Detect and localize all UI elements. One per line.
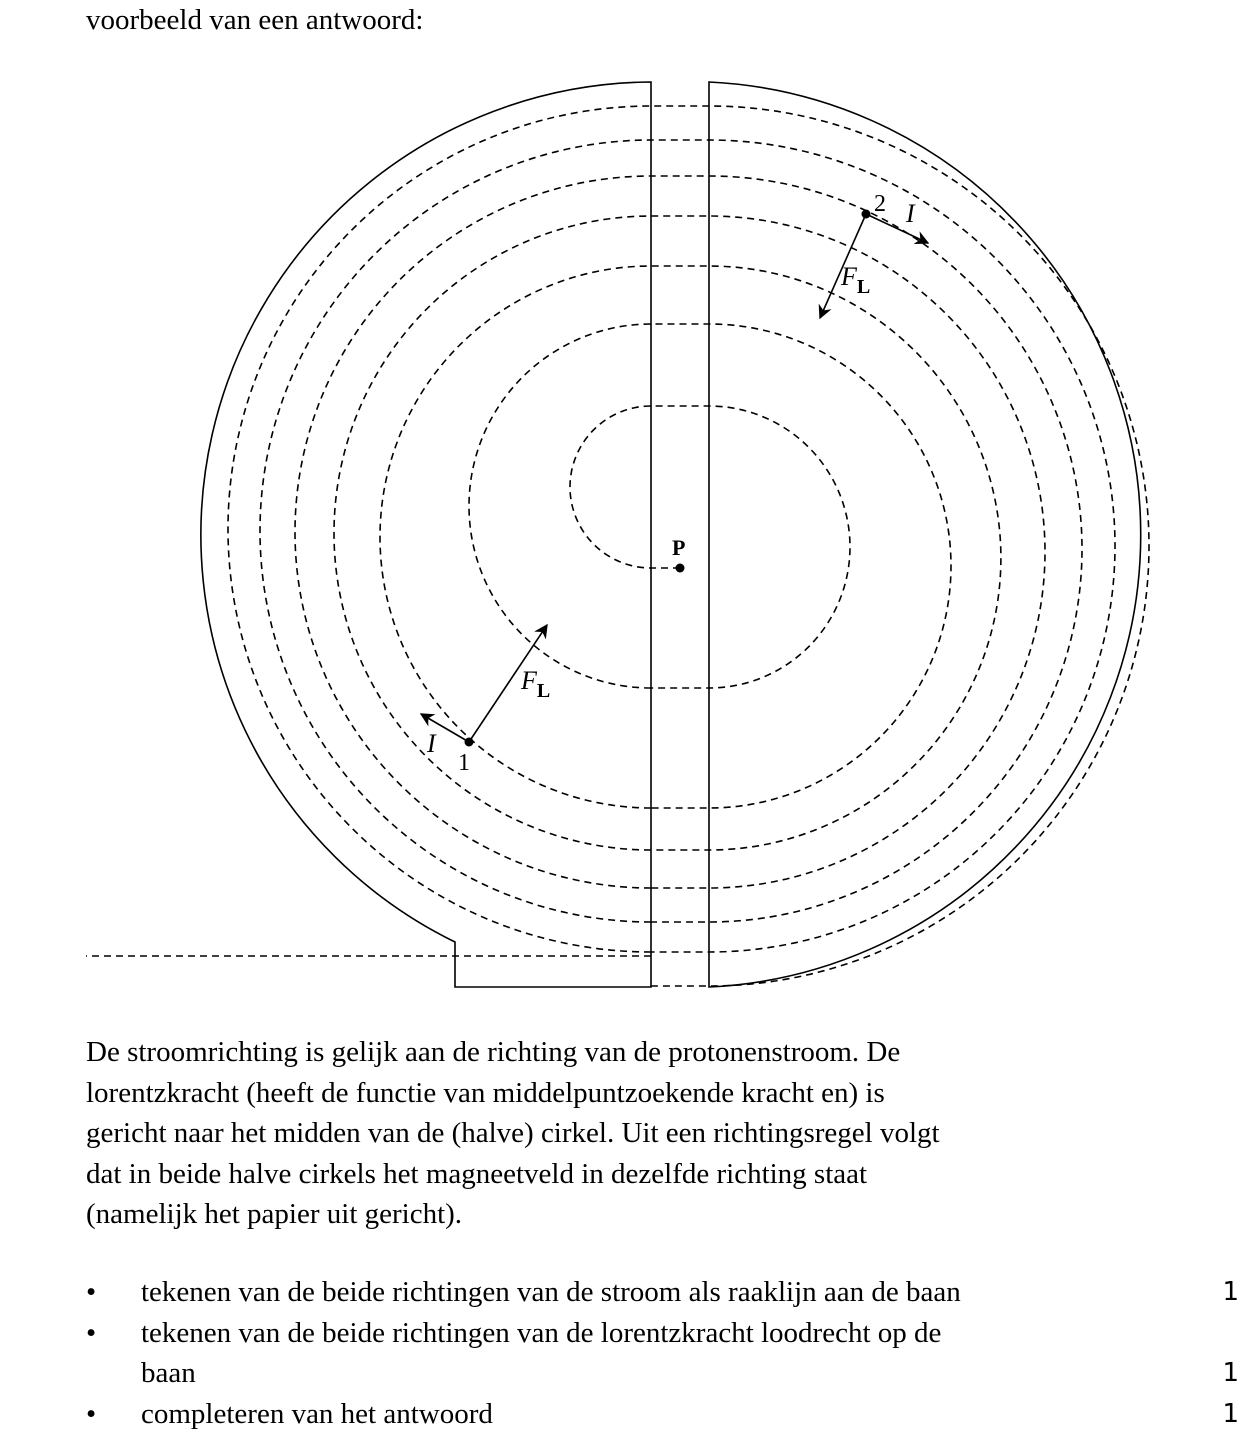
bullet: • [86, 1316, 97, 1349]
force-subscript-2: L [856, 276, 871, 298]
criterion-score: 1 [1222, 1398, 1239, 1429]
criterion-score: 1 [1222, 1277, 1239, 1307]
force-symbol-2: F [841, 262, 857, 291]
point-1-label: 1 [458, 750, 470, 776]
center-label: P [672, 535, 686, 560]
center-point [676, 564, 685, 573]
explanation-line: De stroomrichting is gelijk aan de richting van de protonenstroom. De [86, 1036, 901, 1068]
proton-spiral-path [86, 106, 1149, 986]
criterion-text: tekenen van de beide richtingen van de lorentzkracht loodrecht op de [141, 1316, 942, 1349]
point-2-label: 2 [874, 191, 886, 217]
force-subscript-1: L [536, 680, 551, 702]
criterion-item [86, 1272, 1243, 1313]
scoring-criteria-list [86, 1272, 1243, 1434]
bullet: • [86, 1397, 97, 1430]
answer-explanation [86, 1032, 1166, 1235]
heading: voorbeeld van een antwoord: [86, 4, 424, 36]
explanation-line: lorentzkracht (heeft de functie van middelpuntzoekende kracht en) is [86, 1076, 885, 1109]
current-arrow-2 [866, 214, 928, 243]
current-label-2: I [906, 199, 915, 228]
explanation-line: gericht naar het midden van de (halve) cirkel. Uit een richtingsregel volgt [86, 1117, 940, 1149]
criterion-text: tekenen van de beide richtingen van de stroom als raaklijn aan de baan [141, 1276, 961, 1308]
criterion-text: completeren van het antwoord [141, 1397, 493, 1430]
right-dee-outline [709, 82, 1141, 987]
bullet: • [86, 1276, 97, 1308]
explanation-line: dat in beide halve cirkels het magneetveld in dezelfde richting staat [86, 1157, 868, 1190]
force-label-1 [520, 666, 550, 702]
criterion-text: baan [141, 1357, 196, 1389]
criterion-score: 1 [1222, 1358, 1239, 1388]
force-symbol-1: F [521, 666, 537, 695]
force-label-2 [840, 262, 870, 298]
criterion-item [86, 1394, 1243, 1435]
explanation-line: (namelijk het papier uit gericht). [86, 1198, 463, 1230]
current-label-1: I [427, 729, 436, 758]
criterion-item [86, 1313, 1243, 1394]
left-dee-outline [201, 82, 651, 987]
